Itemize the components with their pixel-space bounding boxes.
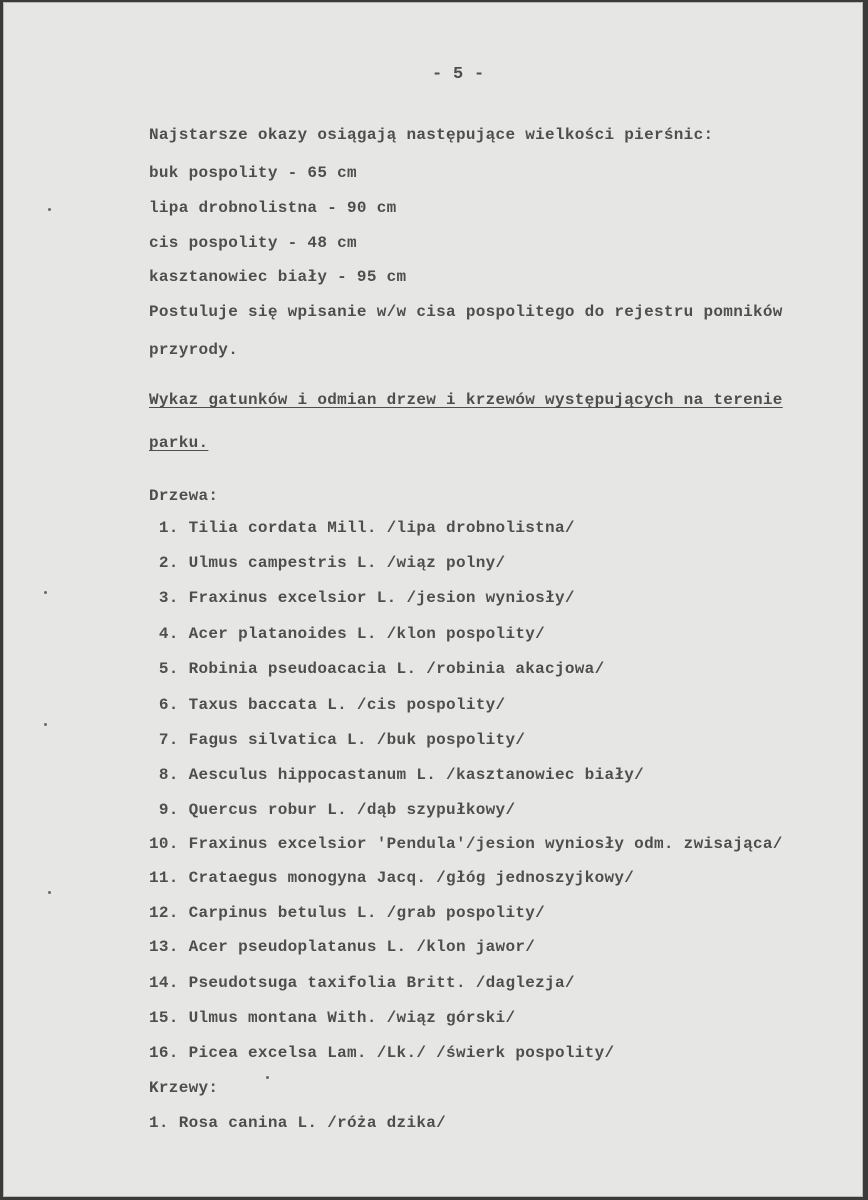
intro-item: lipa drobnolistna - 90 cm [149, 199, 397, 217]
tree-item: 15. Ulmus montana With. /wiąz górski/ [149, 1009, 516, 1027]
tree-item: 8. Aesculus hippocastanum L. /kasztanowiec biały/ [149, 766, 645, 784]
tree-item: 13. Acer pseudoplatanus L. /klon jawor/ [149, 938, 536, 956]
tree-item: 16. Picea excelsa Lam. /Lk./ /świerk pospolity/ [149, 1044, 615, 1062]
tree-item: 10. Fraxinus excelsior 'Pendula'/jesion wyniosły odm. zwisająca/ [149, 835, 783, 853]
tree-item: 1. Tilia cordata Mill. /lipa drobnolistna/ [149, 519, 575, 537]
tree-item: 9. Quercus robur L. /dąb szypułkowy/ [149, 801, 516, 819]
page-number: - 5 - [432, 65, 485, 84]
intro-heading: Najstarsze okazy osiągają następujące wielkości pierśnic: [149, 126, 714, 144]
tree-item: 3. Fraxinus excelsior L. /jesion wyniosły/ [149, 589, 575, 607]
scan-speck [48, 891, 51, 894]
intro-item: buk pospolity - 65 cm [149, 164, 357, 182]
tree-item: 14. Pseudotsuga taxifolia Britt. /daglezja/ [149, 974, 575, 992]
list-title: parku. [149, 434, 209, 452]
document-page [3, 2, 863, 1197]
intro-item: kasztanowiec biały - 95 cm [149, 268, 407, 286]
postulate-line: Postuluje się wpisanie w/w cisa pospolitego do rejestru pomników [149, 303, 783, 321]
tree-item: 5. Robinia pseudoacacia L. /robinia akacjowa/ [149, 660, 605, 678]
tree-item: 7. Fagus silvatica L. /buk pospolity/ [149, 731, 526, 749]
shrubs-label: Krzewy: [149, 1079, 219, 1097]
tree-item: 12. Carpinus betulus L. /grab pospolity/ [149, 904, 546, 922]
list-title: Wykaz gatunków i odmian drzew i krzewów występujących na terenie [149, 391, 783, 409]
tree-item: 2. Ulmus campestris L. /wiąz polny/ [149, 554, 506, 572]
trees-label: Drzewa: [149, 487, 219, 505]
tree-item: 6. Taxus baccata L. /cis pospolity/ [149, 696, 506, 714]
postulate-line: przyrody. [149, 341, 239, 359]
intro-item: cis pospolity - 48 cm [149, 234, 357, 252]
scan-speck [48, 208, 51, 211]
tree-item: 11. Crataegus monogyna Jacq. /głóg jednoszyjkowy/ [149, 869, 635, 887]
shrub-item: 1. Rosa canina L. /róża dzika/ [149, 1114, 447, 1132]
scan-speck [266, 1076, 269, 1079]
scan-speck [44, 723, 47, 726]
scan-speck [44, 591, 47, 594]
tree-item: 4. Acer platanoides L. /klon pospolity/ [149, 625, 546, 643]
